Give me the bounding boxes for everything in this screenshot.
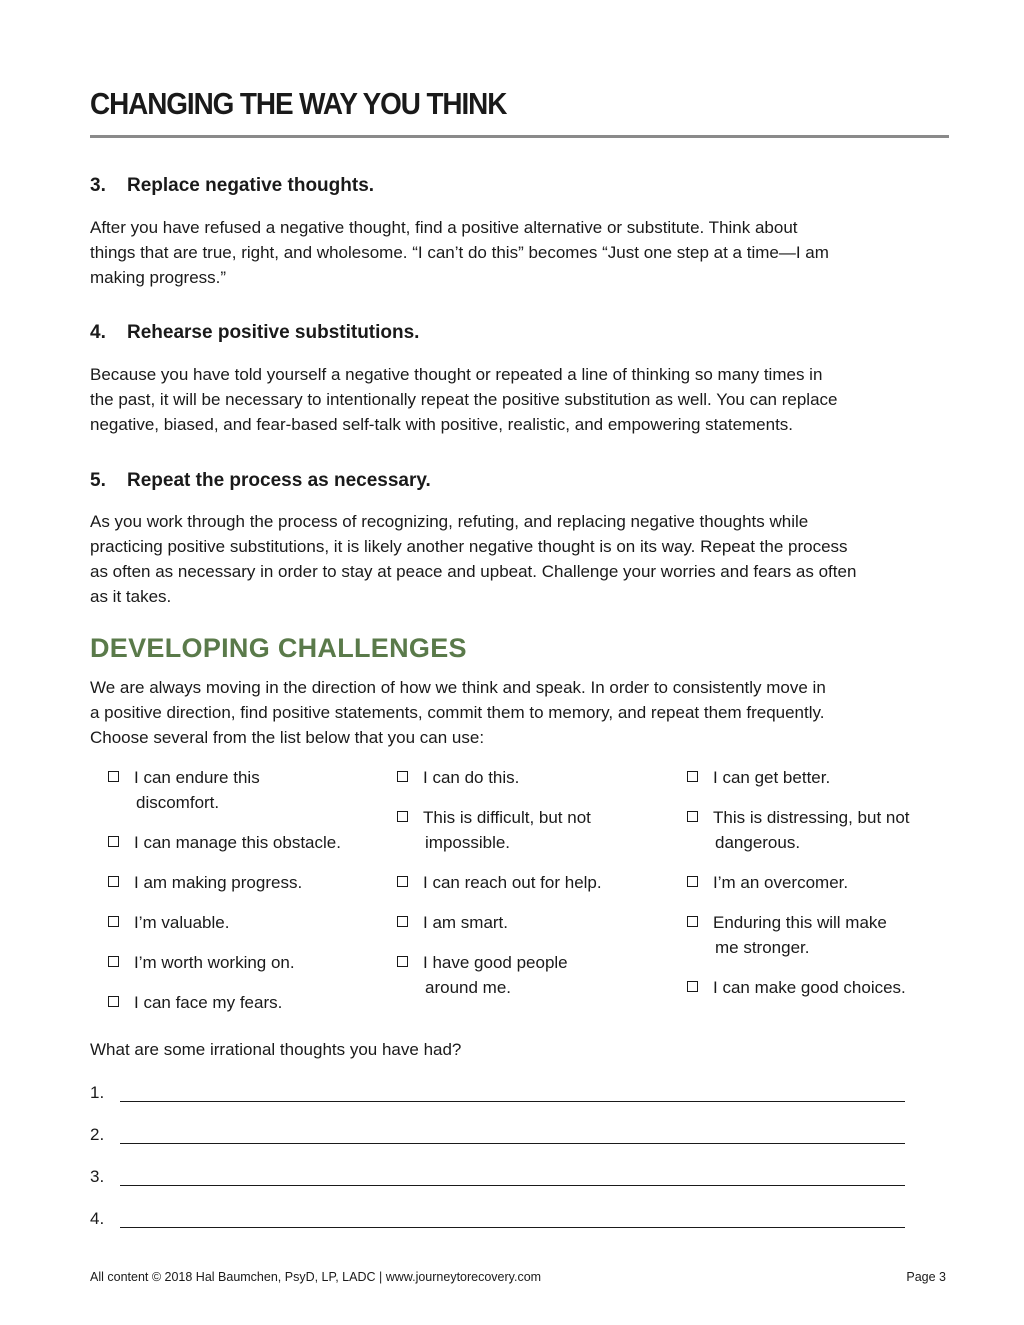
answer-line-4[interactable]	[90, 1209, 905, 1234]
statement-label: I can reach out for help.	[423, 873, 602, 892]
checkbox-icon[interactable]	[397, 771, 408, 782]
statement-checkbox[interactable]	[687, 975, 906, 1000]
checkbox-icon[interactable]	[108, 771, 119, 782]
answer-blank[interactable]	[120, 1101, 905, 1102]
section-5-heading	[90, 470, 431, 492]
checkbox-icon[interactable]	[397, 811, 408, 822]
body-line: a positive direction, find positive statements, commit them to memory, and repeat them frequently.	[90, 703, 825, 722]
checkbox-icon[interactable]	[108, 996, 119, 1007]
statement-label: discomfort.	[136, 793, 220, 812]
checkbox-icon[interactable]	[397, 876, 408, 887]
statement-label: I can face my fears.	[134, 993, 283, 1012]
answer-number: 1.	[90, 1083, 105, 1102]
statement-label: This is distressing, but not	[713, 808, 910, 827]
statement-checkbox[interactable]	[687, 765, 830, 790]
section-3-body	[90, 215, 950, 290]
body-line: as often as necessary in order to stay at peace and upbeat. Challenge your worries and fears as often	[90, 562, 857, 581]
section-4-heading	[90, 322, 419, 344]
checkbox-icon[interactable]	[108, 876, 119, 887]
title-divider	[90, 135, 949, 138]
statement-checkbox[interactable]	[687, 805, 910, 855]
statement-checkbox[interactable]	[687, 910, 887, 960]
statement-label: I am smart.	[423, 913, 509, 932]
answer-line-2[interactable]	[90, 1125, 905, 1150]
body-line: Because you have told yourself a negative thought or repeated a line of thinking so many times in	[90, 365, 823, 384]
statement-label: I’m worth working on.	[134, 953, 295, 972]
answer-blank[interactable]	[120, 1227, 905, 1228]
statement-checkbox[interactable]	[108, 830, 341, 855]
statement-checkbox[interactable]	[397, 950, 568, 1000]
section-number: 5.	[90, 470, 106, 491]
statement-label: around me.	[425, 978, 511, 997]
statement-checkbox[interactable]	[397, 910, 508, 935]
checkbox-icon[interactable]	[687, 916, 698, 927]
body-line: making progress.”	[90, 268, 227, 287]
statement-label: I can manage this obstacle.	[134, 833, 341, 852]
answer-line-3[interactable]	[90, 1167, 905, 1192]
section-title: Repeat the process as necessary.	[127, 470, 431, 491]
checkbox-icon[interactable]	[108, 956, 119, 967]
statement-label: I can do this.	[423, 768, 520, 787]
section-4-body	[90, 362, 950, 437]
section-number: 4.	[90, 322, 106, 343]
statement-label: me stronger.	[715, 938, 810, 957]
section-3-heading	[90, 175, 374, 197]
checkbox-icon[interactable]	[687, 771, 698, 782]
answer-blank[interactable]	[120, 1185, 905, 1186]
statement-checkbox[interactable]	[397, 805, 591, 855]
footer-copyright: All content © 2018 Hal Baumchen, PsyD, LP, LADC | www.journeytorecovery.com	[90, 1270, 542, 1284]
statement-checkbox[interactable]	[397, 765, 519, 790]
answer-number: 2.	[90, 1125, 105, 1144]
checkbox-icon[interactable]	[687, 876, 698, 887]
statement-checkbox[interactable]	[397, 870, 602, 895]
answer-number: 3.	[90, 1167, 105, 1186]
statement-checkbox[interactable]	[687, 870, 848, 895]
statement-label: I can make good choices.	[713, 978, 906, 997]
statement-checkbox[interactable]	[108, 950, 295, 975]
answer-line-1[interactable]	[90, 1083, 905, 1108]
challenges-heading: DEVELOPING CHALLENGES	[90, 633, 467, 663]
body-line: As you work through the process of recognizing, refuting, and replacing negative thoughts while	[90, 512, 809, 531]
statement-checkbox[interactable]	[108, 870, 302, 895]
answer-blank[interactable]	[120, 1143, 905, 1144]
checkbox-icon[interactable]	[687, 981, 698, 992]
irrational-thoughts-question: What are some irrational thoughts you have had?	[90, 1040, 462, 1059]
checkbox-icon[interactable]	[687, 811, 698, 822]
body-line: things that are true, right, and wholesome. “I can’t do this” becomes “Just one step at a time—I am	[90, 243, 829, 262]
statement-label: I am making progress.	[134, 873, 303, 892]
statement-label: This is difficult, but not	[423, 808, 591, 827]
checkbox-icon[interactable]	[397, 956, 408, 967]
statement-label: I’m an overcomer.	[713, 873, 849, 892]
checkbox-icon[interactable]	[108, 916, 119, 927]
body-line: Choose several from the list below that you can use:	[90, 728, 485, 747]
body-line: negative, biased, and fear-based self-talk with positive, realistic, and empowering statements.	[90, 415, 794, 434]
body-line: After you have refused a negative thought, find a positive alternative or substitute. Think about	[90, 218, 798, 237]
page-number: Page 3	[906, 1270, 946, 1284]
statement-label: I can endure this	[134, 768, 260, 787]
section-title: Rehearse positive substitutions.	[127, 322, 420, 343]
body-line: the past, it will be necessary to intentionally repeat the positive substitution as well. You can replace	[90, 390, 838, 409]
section-number: 3.	[90, 175, 106, 196]
answer-number: 4.	[90, 1209, 105, 1228]
checkbox-icon[interactable]	[108, 836, 119, 847]
challenges-intro	[90, 675, 950, 750]
page-title: CHANGING THE WAY YOU THINK	[90, 86, 507, 121]
statement-label: dangerous.	[715, 833, 801, 852]
statement-label: Enduring this will make	[713, 913, 887, 932]
statement-label: impossible.	[425, 833, 511, 852]
statement-label: I’m valuable.	[134, 913, 230, 932]
statement-label: I have good people	[423, 953, 568, 972]
body-line: We are always moving in the direction of how we think and speak. In order to consistently move in	[90, 678, 826, 697]
statement-checkbox[interactable]	[108, 765, 260, 815]
checkbox-icon[interactable]	[397, 916, 408, 927]
section-5-body	[90, 509, 950, 609]
statement-checkbox[interactable]	[108, 990, 282, 1015]
body-line: practicing positive substitutions, it is likely another negative thought is on its way. Repeat the process	[90, 537, 848, 556]
body-line: as it takes.	[90, 587, 172, 606]
section-title: Replace negative thoughts.	[127, 175, 375, 196]
statement-checkbox[interactable]	[108, 910, 229, 935]
statement-label: I can get better.	[713, 768, 831, 787]
